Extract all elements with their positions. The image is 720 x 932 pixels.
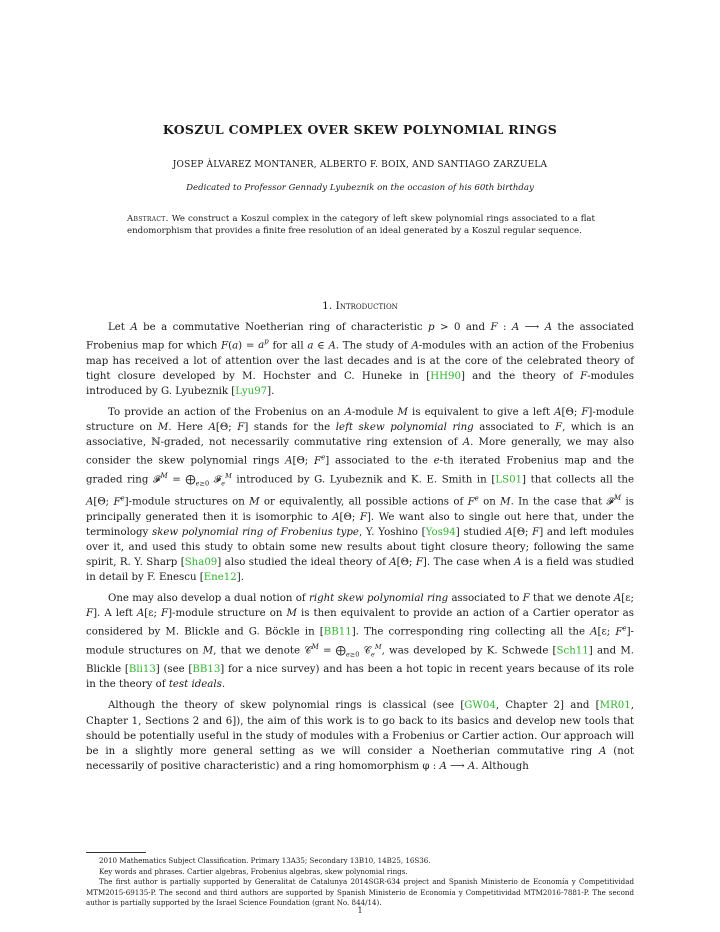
section-title: Introduction (335, 300, 398, 312)
citation-link[interactable]: Ene12 (203, 572, 237, 583)
footnote-support: The first author is partially supported by Generalitat de Catalunya 2014SGR-634 project and Spanish Ministerio de Economía y Competitividad MTM2015-69135-P. The second and third authors are supported by Spanish Ministerio de Economía y Competitividad MTM2016-7881-P. The second author is partially supported by the Israel Science Foundation (grant No. 844/14). (86, 877, 634, 908)
page-number: 1 (357, 906, 363, 915)
footnote-rule (86, 852, 146, 853)
footnote-msc: 2010 Mathematics Subject Classification. Primary 13A35; Secondary 13B10, 14B25, 16S36. (99, 856, 431, 865)
dedication: Dedicated to Professor Gennady Lyubeznik on the occasion of his 60th birthday (186, 183, 534, 193)
footnotes (86, 856, 634, 909)
citation-link[interactable]: Yos94 (425, 526, 456, 538)
citation-link[interactable]: MR01 (599, 700, 631, 712)
abstract (127, 213, 595, 238)
abstract-label: Abstract. (127, 214, 169, 224)
section-heading (0, 300, 720, 312)
paragraph-1: Let A be a commutative Noetherian ring of characteristic p > 0 and F : A ⟶ A the associated Frobenius map for which $F(a) = a^p$ for all a ∈ A. The study of A-modules with an action of the Frobenius map has received a lot of attention over the last decades and is at the core of the celebrated theory of tight closure developed by M. Hochster and C. Huneke in [HH90] and the theory of F-modules introduced by G. Lyubeznik [Lyu97]. (86, 322, 634, 397)
paper-title: KOSZUL COMPLEX OVER SKEW POLYNOMIAL RINGS (162, 122, 558, 137)
abstract-text: We construct a Koszul complex in the category of left skew polynomial rings associated to a flat endomorphism that provides a finite free resolution of an ideal generated by a Koszul regular sequence. (127, 214, 595, 237)
citation-link[interactable]: Lyu97 (235, 385, 268, 397)
paper-body (86, 320, 634, 780)
paragraph-3: One may also develop a dual notion of right skew polynomial ring associated to F that we denote A[ε; F]. A left A[ε; F]-module structure on M is then equivalent to provide an action of a Cartier operator as considered by M. Blickle and G. Böckle in [BB11]. The corresponding ring collecting all the A[ε; $F^e$]-module structures on M, that we denote 𝒞$^M$ = $⨁_{e\ge 0}$ 𝒞$_e^M$, was developed by K. Schwede [Sch11] and M. Blickle [Bli13] (see [BB13] for a nice survey) and has been a hot topic in recent years because of its role in the theory of test ideals. (86, 593, 635, 691)
paragraph-4: Although the theory of skew polynomial rings is classical (see [GW04, Chapter 2] and [MR01, Chapter 1, Sections 2 and 6]), the aim of this work is to go back to its basics and develop new tools that should be potentially useful in the study of modules with a Frobenius or Cartier action. Our approach will be in a slightly more general setting as we will consider a Noetherian commutative ring A (not necessarily of positive characteristic) and a ring homomorphism φ : A ⟶ A. Although (86, 700, 634, 772)
citation-link[interactable]: LS01 (495, 474, 523, 486)
paragraph-2: To provide an action of the Frobenius on an A-module M is equivalent to give a left A[Θ; F]-module structure on M. Here A[Θ; F] stands for the left skew polynomial ring associated to F, which is an associative, ℕ-graded, not necessarily commutative ring extension of A. More generally, we may also consider the skew polynomial rings A[Θ; $F^e$] associated to the e-th iterated Frobenius map and the graded ring 𝓕$^M$ = $⨁_{e\ge 0}$ 𝓕$_e^M$ introduced by G. Lyubeznik and K. E. Smith in [LS01] that collects all the A[Θ; $F^e$]-module structures on M or equivalently, all possible actions of $F^e$ on M. In the case that 𝓕$^M$ is principally generated then it is isomorphic to A[Θ; F]. We want also to single out here that, under the terminology skew polynomial ring of Frobenius type, Y. Yoshino [Yos94] studied A[Θ; F] and left modules over it, and used this study to obtain some new results about tight closure theory; following the same spirit, R. Y. Sharp [Sha09] also studied the ideal theory of A[Θ; F]. The case when A is a field was studied in detail by F. Enescu [Ene12]. (86, 406, 635, 583)
citation-link[interactable]: HH90 (430, 370, 461, 382)
author-list: JOSEP ÀLVAREZ MONTANER, ALBERTO F. BOIX, AND SANTIAGO ZARZUELA (172, 160, 548, 170)
footnote-keywords: Key words and phrases. Cartier algebras, Frobenius algebras, skew polynomial rings. (99, 866, 408, 876)
citation-link[interactable]: GW04 (464, 700, 496, 712)
section-number: 1. (322, 300, 333, 312)
citation-link[interactable]: Sch11 (556, 645, 589, 657)
citation-link[interactable]: BB11 (323, 626, 352, 638)
citation-link[interactable]: Sha09 (184, 556, 218, 568)
citation-link[interactable]: BB13 (192, 664, 221, 676)
citation-link[interactable]: Bli13 (128, 664, 156, 676)
